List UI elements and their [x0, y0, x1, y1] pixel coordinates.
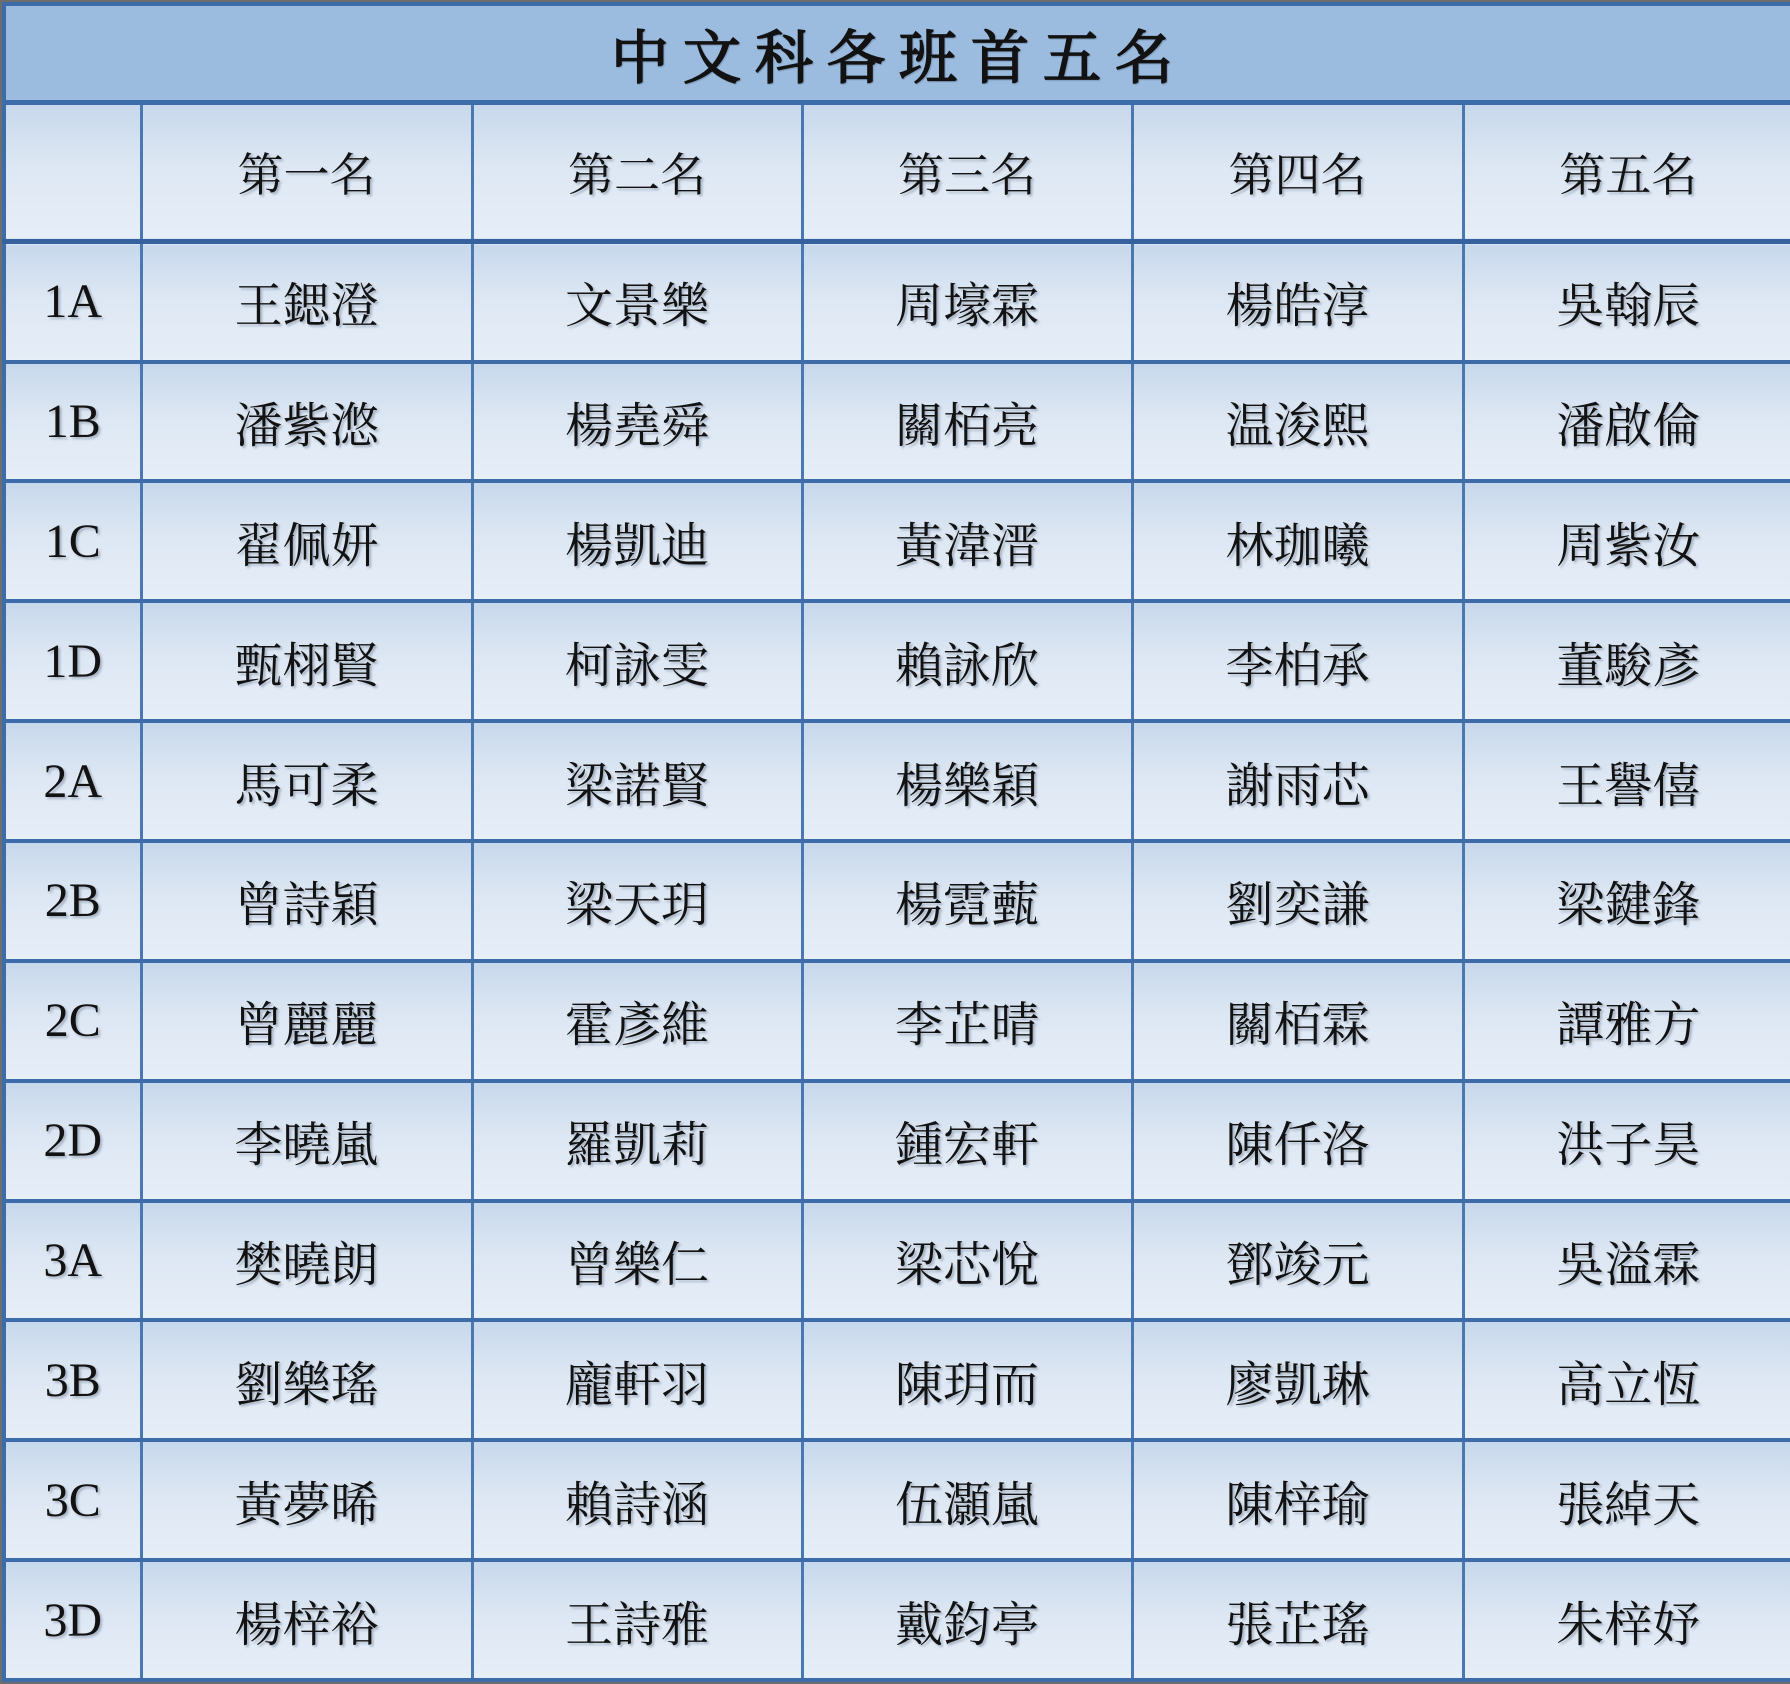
name-cell: 朱梓妤	[1463, 1560, 1790, 1680]
header-row	[4, 102, 1790, 241]
rank-header-3: 第三名	[802, 102, 1132, 241]
name-cell: 曾詩穎	[141, 841, 472, 961]
name-cell: 賴詠欣	[802, 601, 1132, 721]
name-cell: 鄧竣元	[1132, 1201, 1463, 1321]
name-cell: 王鍶澄	[141, 242, 472, 362]
table-row	[4, 1201, 1790, 1321]
name-cell: 楊凱迪	[472, 481, 802, 601]
name-cell: 李芷晴	[802, 961, 1132, 1081]
name-cell: 曾麗麗	[141, 961, 472, 1081]
table-row	[4, 721, 1790, 841]
class-cell: 2B	[4, 841, 141, 961]
name-cell: 梁天玥	[472, 841, 802, 961]
name-cell: 賴詩涵	[472, 1440, 802, 1560]
name-cell: 劉奕謙	[1132, 841, 1463, 961]
name-cell: 楊樂穎	[802, 721, 1132, 841]
name-cell: 龐軒羽	[472, 1320, 802, 1440]
class-cell: 3C	[4, 1440, 141, 1560]
name-cell: 黃夢晞	[141, 1440, 472, 1560]
name-cell: 陳仟洛	[1132, 1081, 1463, 1201]
name-cell: 楊霓薽	[802, 841, 1132, 961]
name-cell: 黃湋溍	[802, 481, 1132, 601]
name-cell: 柯詠雯	[472, 601, 802, 721]
table-row	[4, 1440, 1790, 1560]
rank-header-1: 第一名	[141, 102, 472, 241]
results-table	[2, 2, 1790, 1682]
name-cell: 陳玥而	[802, 1320, 1132, 1440]
name-cell: 潘啟倫	[1463, 362, 1790, 482]
name-cell: 伍灝嵐	[802, 1440, 1132, 1560]
name-cell: 周壕霖	[802, 242, 1132, 362]
class-cell: 3A	[4, 1201, 141, 1321]
name-cell: 吳溢霖	[1463, 1201, 1790, 1321]
name-cell: 張綽天	[1463, 1440, 1790, 1560]
name-cell: 高立恆	[1463, 1320, 1790, 1440]
name-cell: 陳梓瑜	[1132, 1440, 1463, 1560]
table-row	[4, 481, 1790, 601]
rank-header-2: 第二名	[472, 102, 802, 241]
class-cell: 1D	[4, 601, 141, 721]
name-cell: 關栢亮	[802, 362, 1132, 482]
page-title: 中文科各班首五名	[4, 4, 1790, 102]
class-cell: 3D	[4, 1560, 141, 1680]
table-row	[4, 242, 1790, 362]
name-cell: 梁鍵鋒	[1463, 841, 1790, 961]
corner-cell	[4, 102, 141, 241]
class-cell: 2A	[4, 721, 141, 841]
table-row	[4, 1081, 1790, 1201]
name-cell: 霍彥維	[472, 961, 802, 1081]
class-cell: 2D	[4, 1081, 141, 1201]
name-cell: 關栢霖	[1132, 961, 1463, 1081]
name-cell: 劉樂瑤	[141, 1320, 472, 1440]
class-cell: 2C	[4, 961, 141, 1081]
name-cell: 羅凱莉	[472, 1081, 802, 1201]
name-cell: 王詩雅	[472, 1560, 802, 1680]
rank-header-5: 第五名	[1463, 102, 1790, 241]
name-cell: 洪子昊	[1463, 1081, 1790, 1201]
name-cell: 潘紫滺	[141, 362, 472, 482]
name-cell: 張芷瑤	[1132, 1560, 1463, 1680]
class-cell: 1C	[4, 481, 141, 601]
name-cell: 文景樂	[472, 242, 802, 362]
table-row	[4, 841, 1790, 961]
name-cell: 梁諾賢	[472, 721, 802, 841]
class-cell: 1B	[4, 362, 141, 482]
table-row	[4, 1560, 1790, 1680]
name-cell: 梁芯悅	[802, 1201, 1132, 1321]
name-cell: 廖凱琳	[1132, 1320, 1463, 1440]
table-row	[4, 1320, 1790, 1440]
name-cell: 樊曉朗	[141, 1201, 472, 1321]
name-cell: 董駿彥	[1463, 601, 1790, 721]
rank-header-4: 第四名	[1132, 102, 1463, 241]
name-cell: 鍾宏軒	[802, 1081, 1132, 1201]
class-cell: 1A	[4, 242, 141, 362]
class-cell: 3B	[4, 1320, 141, 1440]
name-cell: 楊皓淳	[1132, 242, 1463, 362]
name-cell: 李曉嵐	[141, 1081, 472, 1201]
name-cell: 李柏承	[1132, 601, 1463, 721]
name-cell: 温浚熙	[1132, 362, 1463, 482]
name-cell: 王譽僖	[1463, 721, 1790, 841]
table-row	[4, 601, 1790, 721]
name-cell: 翟佩妍	[141, 481, 472, 601]
name-cell: 楊梓裕	[141, 1560, 472, 1680]
name-cell: 譚雅方	[1463, 961, 1790, 1081]
name-cell: 楊堯舜	[472, 362, 802, 482]
name-cell: 曾樂仁	[472, 1201, 802, 1321]
name-cell: 謝雨芯	[1132, 721, 1463, 841]
title-row	[4, 4, 1790, 102]
table-row	[4, 362, 1790, 482]
name-cell: 馬可柔	[141, 721, 472, 841]
name-cell: 戴鈞亭	[802, 1560, 1132, 1680]
name-cell: 吳翰辰	[1463, 242, 1790, 362]
name-cell: 林珈曦	[1132, 481, 1463, 601]
table-row	[4, 961, 1790, 1081]
name-cell: 周紫汝	[1463, 481, 1790, 601]
name-cell: 甄栩賢	[141, 601, 472, 721]
